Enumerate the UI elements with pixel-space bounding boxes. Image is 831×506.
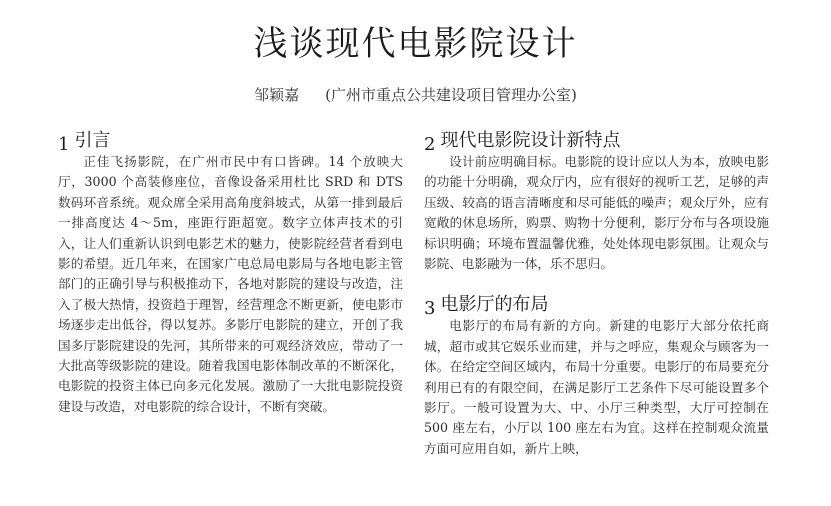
author-affiliation: (广州市重点公共建设项目管理办公室) <box>325 86 577 104</box>
section-body-layout: 电影厅的布局有新的方向。新建的电影厅大部分依托商城，超市或其它娱乐业而建，并与之呼应，集观众与顾客为一体。在给定空间区域内，布局十分重要。电影厅的布局要充分利用已有的有限空间，在满足影厅工艺条件下尽可能设置多个影厅。一般可设置为大、中、小厅三种类型，大厅可控制在 500 座左右，小厅以 100 座左右为宜。这样在控制观众流量方面可应用自如，新片上映， <box>424 318 769 456</box>
section-title: 引言 <box>74 130 111 151</box>
left-column <box>58 120 403 417</box>
author-name: 邹颖嘉 <box>254 86 300 104</box>
section-title: 电影厅的布局 <box>440 294 549 316</box>
article-title: 浅谈现代电影院设计 <box>253 24 578 64</box>
section-body-intro: 正佳飞扬影院，在广州市民中有口皆碑。14 个放映大厅，3000 个高装修座位，音像设备采用杜比 SRD 和 DTS 数码环音系统。观众席全采用高角度斜坡式，从第一排到最后一排高度达 4～5m，座距行距超宽。数字立体声技术的引入，让人们重新认识到电影艺术的魅力，使影院经营者看到电影的希望。近几年来，在国家广电总局电影局与各地电影主管部门的正确引导与积极推动下，各地对影院的建设与改造，注入了极大热情，投资趋于理智，经营理念不断更新，使电影市场逐步走出低谷，得以复苏。多影厅电影院的建立，开创了我国多厅影院建设的先河，其所带来的可观经济效应，带动了一大批高等级影院的建设。随着我国电影体制改革的不断深化，电影院的投资主体已向多元化发展。激励了一大批电影院投资建设与改造，对电影院的综合设计，不断有突破。 <box>58 154 403 414</box>
section-number: 3 <box>424 298 436 320</box>
section-number: 1 <box>58 134 70 155</box>
section-title: 现代电影院设计新特点 <box>440 130 621 151</box>
section-body-features: 设计前应明确目标。电影院的设计应以人为本，放映电影的功能十分明确，观众厅内，应有很好的视听工艺，足够的声压级、较高的语言清晰度和尽可能低的噪声；观众厅外，应有宽敞的休息场所，购票、购物十分便利，影厅分布与各项设施标识明确；环境布置温馨优雅，处处体现电影氛围。让观众与影院、电影融为一体，乐不思归。 <box>424 154 769 272</box>
section-heading-intro <box>58 120 403 155</box>
right-column <box>424 120 769 459</box>
section-heading-layout <box>424 284 769 320</box>
section-number: 2 <box>424 134 436 155</box>
section-heading-features <box>424 120 769 155</box>
byline <box>0 84 831 105</box>
